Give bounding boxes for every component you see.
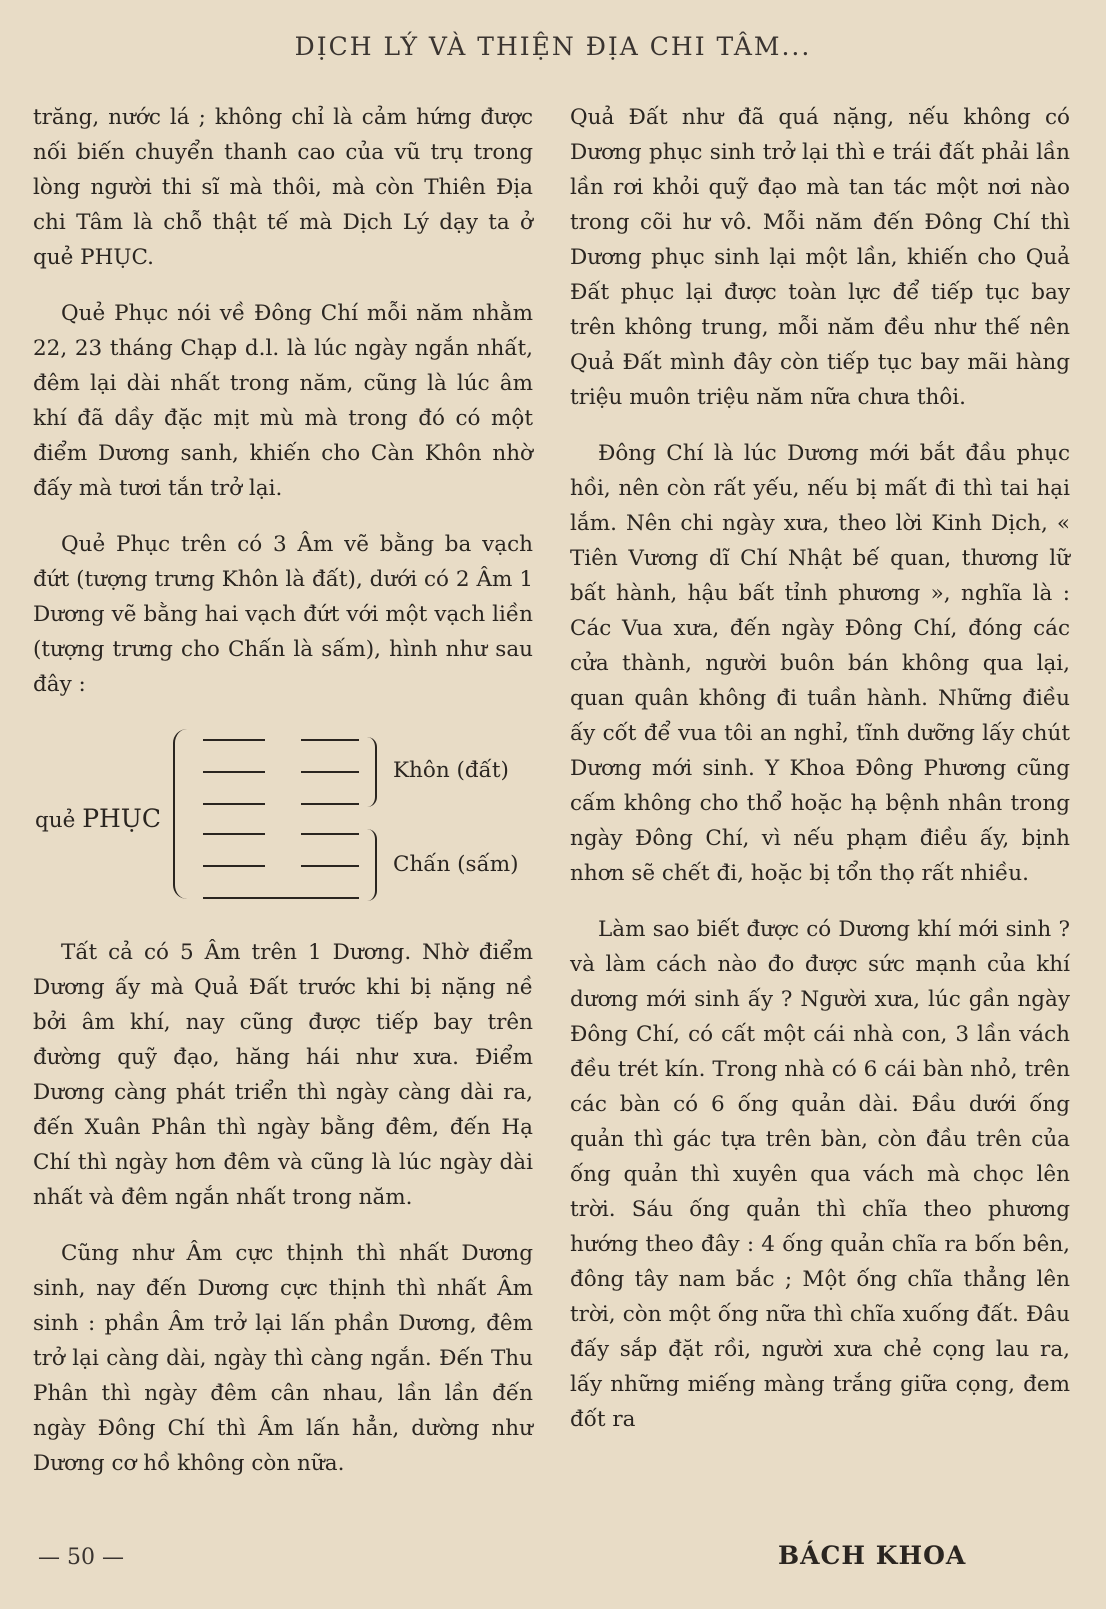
hexagram-title: PHỤC bbox=[82, 804, 162, 833]
paragraph: trăng, nước lá ; không chỉ là cảm hứng được nối biến chuyển thanh cao của vũ trụ trong lòng người thi sĩ mà thôi, mà còn Thiên Địa chi Tâm là chỗ thật tế mà Dịch Lý dạy ta ở quẻ PHỤC. bbox=[33, 105, 533, 270]
running-title: DỊCH LÝ VÀ THIỆN ĐỊA CHI TÂM... bbox=[294, 32, 812, 61]
right-column bbox=[570, 100, 1070, 1458]
paragraph: Quẻ Phục trên có 3 Âm vẽ bằng ba vạch đứt (tượng trưng Khôn là đất), dưới có 2 Âm 1 Dương vẽ bằng hai vạch đứt với một vạch liền (tượng trưng cho Chấn là sấm), hình như sau đây : bbox=[33, 532, 533, 697]
paragraph: Quả Đất như đã quá nặng, nếu không có Dương phục sinh trở lại thì e trái đất phải lần lần rơi khỏi quỹ đạo mà tan tác một nơi nào trong cõi hư vô. Mỗi năm đến Đông Chí thì Dương phục sinh lại một lần, khiến cho Quả Đất phục lại được toàn lực để tiếp tục bay trên không trung, mỗi năm đều như thế nên Quả Đất mình đây còn tiếp tục bay mãi hàng triệu muôn triệu năm nữa chưa thôi. bbox=[570, 105, 1070, 410]
hexagram-figure bbox=[33, 723, 533, 913]
paragraph: Cũng như Âm cực thịnh thì nhất Dương sinh, nay đến Dương cực thịnh thì nhất Âm sinh : phần Âm trở lại lấn phần Dương, đêm trở lại càng dài, ngày thì càng ngắn. Đến Thu Phân thì ngày đêm cân nhau, lần lần đến ngày Đông Chí thì Âm lấn hẳn, dường như Dương cơ hồ không còn nữa. bbox=[33, 1241, 533, 1476]
left-column bbox=[33, 100, 533, 1502]
magazine-name: BÁCH KHOA bbox=[778, 1541, 967, 1570]
upper-trigram-brace bbox=[363, 737, 377, 807]
page-number: — 50 — bbox=[38, 1545, 124, 1570]
paragraph: Làm sao biết được có Dương khí mới sinh ? và làm cách nào đo được sức mạnh của khí dương mới sinh ấy ? Người xưa, lúc gần ngày Đông Chí, có cất một cái nhà con, 3 lần vách đều trét kín. Trong nhà có 6 cái bàn nhỏ, trên các bàn có 6 ống quản dài. Đầu dưới ống quản thì gác tựa trên bàn, còn đầu trên của ống quản thì xuyên qua vách mà chọc lên trời. Sáu ống quản thì chĩa theo phương hướng theo đây : 4 ống quản chĩa ra bốn bên, đông tây nam bắc ; Một ống chĩa thẳng lên trời, còn một ống nữa thì chĩa xuống đất. Đâu đấy sắp đặt rồi, người xưa chẻ cọng lau ra, lấy những miếng màng trắng giữa cọng, đem đốt ra bbox=[570, 917, 1070, 1432]
lower-trigram-label: Chấn (sấm) bbox=[393, 852, 519, 877]
paragraph: Quẻ Phục nói về Đông Chí mỗi năm nhằm 22, 23 tháng Chạp d.l. là lúc ngày ngắn nhất, đêm lại dài nhất trong năm, cũng là lúc âm khí đã dầy đặc mịt mù mà trong đó có một điểm Dương sanh, khiến cho Càn Khôn nhờ đấy mà tươi tắn trở lại. bbox=[33, 301, 533, 501]
hexagram-prefix: quẻ bbox=[35, 808, 76, 833]
paragraph: Đông Chí là lúc Dương mới bắt đầu phục hồi, nên còn rất yếu, nếu bị mất đi thì tai hại lắm. Nên chi ngày xưa, theo lời Kinh Dịch, « Tiên Vương dĩ Chí Nhật bế quan, thương lữ bất hành, hậu bất tỉnh phương », nghĩa là : Các Vua xưa, đến ngày Đông Chí, đóng các cửa thành, người buôn bán không qua lại, quan quân không đi tuần hành. Những điều ấy cốt để vua tôi an nghỉ, tĩnh dưỡng lấy chút Dương mới sinh. Y Khoa Đông Phương cũng cấm không cho thổ hoặc hạ bệnh nhân trong ngày Đông Chí, vì nếu phạm điều ấy, bịnh nhơn sẽ chết đi, hoặc bị tổn thọ rất nhiều. bbox=[570, 441, 1070, 886]
upper-trigram-label: Khôn (đất) bbox=[393, 758, 509, 783]
paragraph: Tất cả có 5 Âm trên 1 Dương. Nhờ điểm Dương ấy mà Quả Đất trước khi bị nặng nề bởi âm khí, nay cũng được tiếp bay trên đường quỹ đạo, hăng hái như xưa. Điểm Dương càng phát triển thì ngày càng dài ra, đến Xuân Phân thì ngày bằng đêm, đến Hạ Chí thì ngày hơn đêm và cũng là lúc ngày dài nhất và đêm ngắn nhất trong năm. bbox=[33, 940, 533, 1210]
lower-trigram-brace bbox=[363, 829, 377, 901]
hexagram-bracket bbox=[173, 729, 197, 899]
hexagram-name bbox=[35, 801, 161, 838]
